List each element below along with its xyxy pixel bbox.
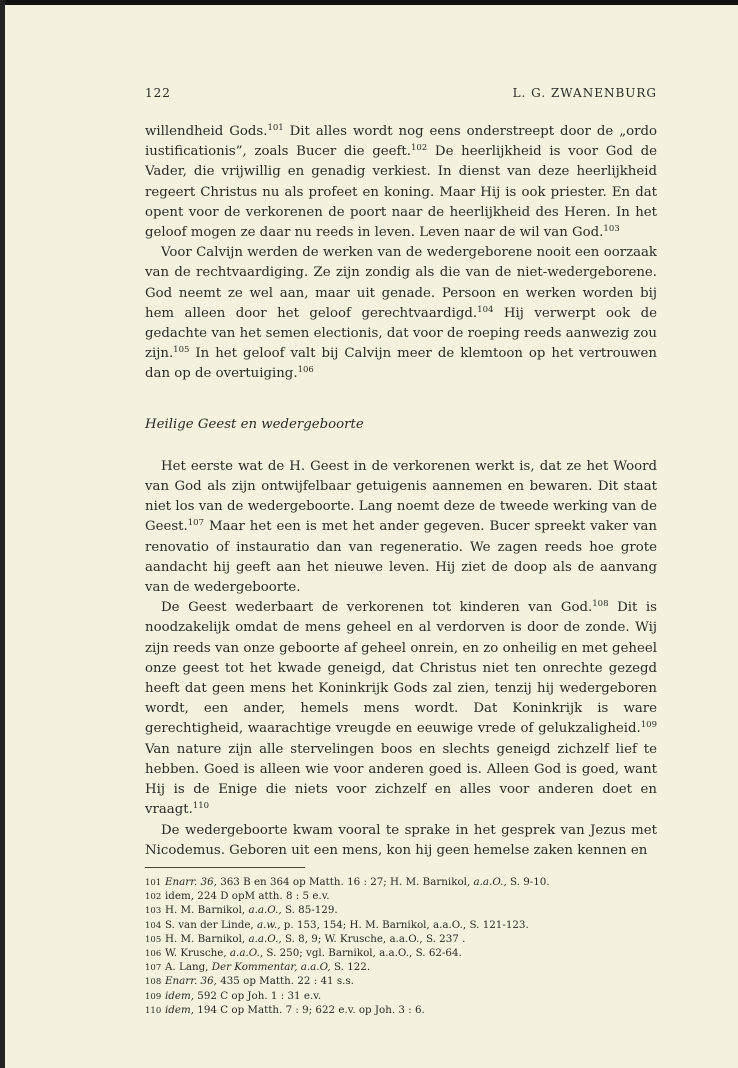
footnote-ref: 101 (267, 123, 284, 133)
footnote: 105 H. M. Barnikol, a.a.O., S. 8, 9; W. Krusche, a.a.O., S. 237 . (145, 932, 466, 945)
footnote: 109 idem, 592 C op Joh. 1 : 31 e.v. (145, 989, 322, 1002)
footnote-ref: 109 (640, 720, 657, 731)
footnote-ref: 103 (603, 224, 620, 235)
running-head: L. G. ZWANENBURG (512, 86, 657, 100)
footnote-ref: 110 (192, 801, 210, 812)
footnote-ref: 102 (410, 143, 428, 154)
paragraph-3: Het eerste wat de H. Geest in de verkorenen werkt is, dat ze het Woord van God als zijn ontwijfelbaar getuigenis aannemen en bewaren. Dit staat niet los van de wedergeboorte. Lang noemt deze de tweede werking van de Geest.$^{107}$ Maar het een is met het ander gegeven. Bucer spreekt vaker van renovatio of instauratio dan van regeneratio. We zagen reeds hoe grote aandacht hij geeft aan het nieuwe leven. Hij ziet de doop als de aanvang van de wedergeboorte. (145, 458, 657, 596)
footnote: 104 S. van der Linde, a.w., p. 153, 154; H. M. Barnikol, a.a.O., S. 121-123. (145, 918, 529, 931)
footnote: 108 Enarr. 36, 435 op Matth. 22 : 41 s.s. (145, 975, 354, 988)
footnotes (145, 876, 657, 1018)
footnote-ref: 104 (477, 304, 494, 315)
paragraph-4: De Geest wederbaart de verkorenen tot kinderen van God.$^{108}$ Dit is noodzakelijk omdat de mens geheel en al verdorven is door de zonde. Wij zijn reeds van onze geboorte af geheel onrein, en zo onheilig en met geheel onze geest tot het kwade geneigd, dat Christus niet ten onrechte gezegd heeft dat geen mens het Koninkrijk Gods zal zien, tenzij hij wedergeboren wordt, een ander, hemels mens wordt. Dat Koninkrijk is ware gerechtigheid, waarachtige vreugde en eeuwige vrede of gelukzaligheid.$^{109}$ Van nature zijn alle stervelingen boos en slechts geneigd zichzelf lief te hebben. Goed is alleen wie voor anderen goed is. Alleen God is goed, want Hij is de Enige die niets voor zichzelf en alles voor anderen doet en vraagt.$^{110}$ (145, 599, 657, 818)
section-title: Heilige Geest en wedergeboorte (145, 416, 364, 432)
running-header (145, 86, 657, 104)
paragraph-2: Voor Calvijn werden de werken van de wedergeborene nooit een oorzaak van de rechtvaardiging. Ze zijn zondig als die van de niet-wedergeborene. God neemt ze wel aan, maar uit genade. Persoon en werken worden bij hem alleen door het geloof gerechtvaardigd.$^{104}$ Hij verwerpt ook de gedachte van het semen electionis, dat voor de roeping reeds aanwezig zou zijn.$^{105}$ In het geloof valt bij Calvijn meer de klemtoon op het vertrouwen dan op de overtuiging.$^{106}$ (145, 245, 657, 382)
footnote-rule (145, 867, 305, 868)
footnote: 101 Enarr. 36, 363 B en 364 op Matth. 16 : 27; H. M. Barnikol, a.a.O., S. 9-10. (145, 875, 550, 888)
footnote-ref: 106 (297, 365, 314, 376)
footnote-ref: 107 (187, 518, 204, 529)
footnote: 102 idem, 224 D opM atth. 8 : 5 e.v. (145, 890, 330, 903)
page (145, 86, 657, 1018)
paragraph-1: willendheid Gods.$^{101}$ Dit alles wordt nog eens onderstreept door de „ordo iustificationis”, zoals Bucer die geeft.$^{102}$ De heerlijkheid is voor God de Vader, die vrijwillig en genadig verkiest. In dienst van deze heerlijkheid regeert Christus nu als profeet en koning. Maar Hij is ook priester. En dat opent voor de verkorenen de poort naar de heerlijkheid des Heren. In het geloof mogen ze daar nu reeds in leven. Leven naar de wil van God.$^{103}$ (145, 123, 657, 241)
footnote: 103 H. M. Barnikol, a.a.O., S. 85-129. (145, 904, 338, 917)
top-border (0, 0, 738, 5)
left-border (0, 0, 5, 1068)
footnote-ref: 108 (592, 599, 609, 610)
footnote: 107 A. Lang, Der Kommentar, a.a.O, S. 122. (145, 961, 371, 974)
body-text (145, 122, 657, 861)
footnote: 106 W. Krusche, a.a.O., S. 250; vgl. Barnikol, a.a.O., S. 62-64. (145, 946, 462, 959)
page-number: 122 (145, 86, 171, 100)
footnote: 110 idem, 194 C op Matth. 7 : 9; 622 e.v. op Joh. 3 : 6. (145, 1003, 425, 1016)
paragraph-5: De wedergeboorte kwam vooral te sprake in het gesprek van Jezus met Nicodemus. Geboren uit een mens, kon hij geen hemelse zaken kennen en (145, 822, 657, 858)
footnote-ref: 105 (173, 345, 190, 356)
